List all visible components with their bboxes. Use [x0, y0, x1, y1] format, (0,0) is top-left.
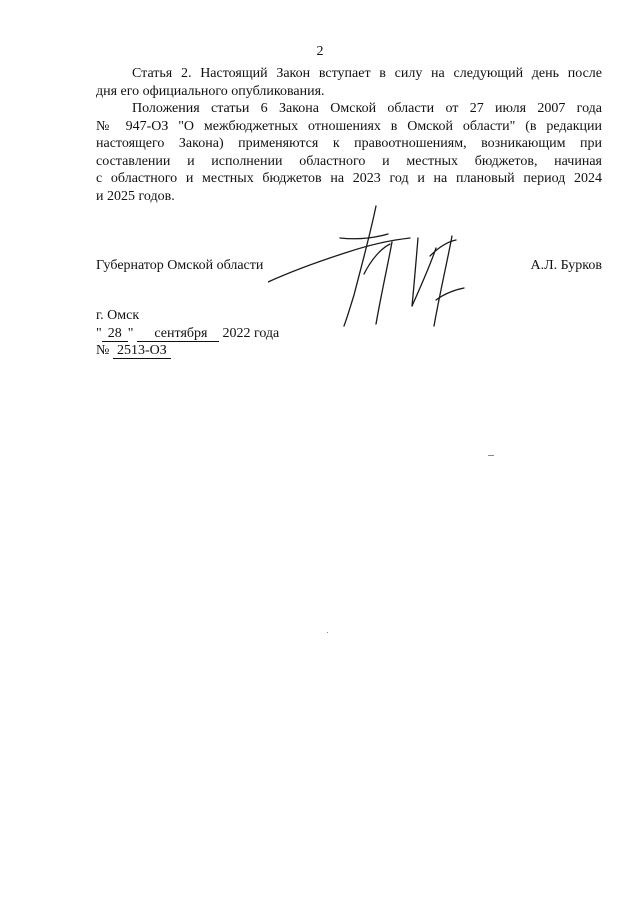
law-number — [96, 342, 279, 360]
handwritten-signature — [268, 200, 483, 335]
law-number-value: 2513-ОЗ — [113, 343, 171, 359]
place-and-date-block — [96, 307, 279, 360]
article-2-paragraph — [96, 65, 602, 100]
scan-speck — [327, 632, 328, 633]
paragraph-line: дня его официального опубликования. — [96, 83, 325, 99]
date-day: 28 — [102, 326, 128, 342]
paragraph-line: составлении и исполнении областного и местных бюджетов, начиная — [96, 153, 602, 169]
place-of-signing: г. Омск — [96, 308, 140, 323]
paragraph-line: Статья 2. Настоящий Закон вступает в силу на следующий день после — [132, 66, 602, 81]
date-close-quote: " — [127, 325, 134, 341]
paragraph-line: и 2025 годов. — [96, 188, 175, 204]
law-body — [96, 65, 602, 205]
paragraph-line: № 947-ОЗ "О межбюджетных отношениях в Омской области" (в редакции — [96, 118, 602, 134]
paragraph-line: с областного и местных бюджетов на 2023 год и на плановый период 2024 — [96, 171, 602, 186]
paragraph-line: Положения статьи 6 Закона Омской области от 27 июля 2007 года — [132, 101, 602, 116]
paragraph-line: настоящего Закона) применяются к правоотношениям, возникающим при — [96, 136, 602, 151]
date-month: сентября — [137, 326, 219, 342]
provisions-paragraph — [96, 100, 602, 205]
signatory-position: Губернатор Омской области — [96, 258, 264, 273]
scan-speck — [488, 455, 494, 456]
page-number: 2 — [316, 44, 324, 59]
date-year: 2022 года — [222, 325, 280, 341]
number-sign: № — [96, 343, 110, 358]
signatory-name: А.Л. Бурков — [530, 258, 602, 273]
date-open-quote: " — [96, 325, 102, 341]
signing-date — [96, 325, 279, 343]
